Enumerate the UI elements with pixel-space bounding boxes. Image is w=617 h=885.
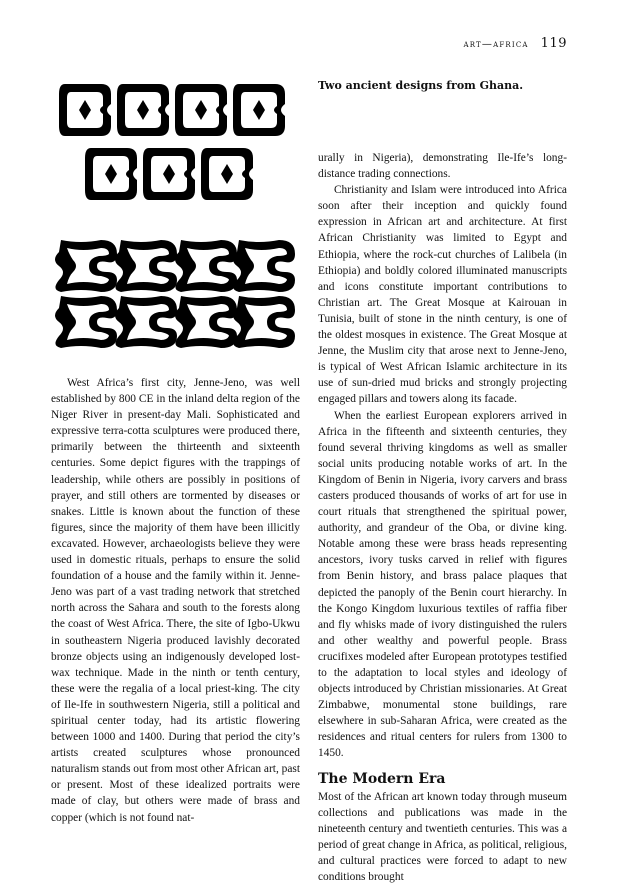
body-paragraph: urally in Nigeria), demonstrating Ile-Ife’s long-distance trading connections. xyxy=(318,152,567,181)
ghana-designs-figure xyxy=(55,80,295,380)
section-heading: The Modern Era xyxy=(318,770,446,787)
right-column xyxy=(318,150,567,885)
ghana-design-bottom xyxy=(55,240,295,348)
body-paragraph: Most of the African art known today through museum collections and publications was made in the nineteenth century and twentieth centuries. This was a period of great change in Africa, as political, religious, and cultural practices were forced to adapt to new conditions brought xyxy=(318,790,567,884)
left-column xyxy=(51,375,300,826)
running-head-section: art—africa xyxy=(463,39,529,50)
running-head xyxy=(463,36,567,51)
ghana-design-top xyxy=(59,84,285,200)
body-paragraph: When the earliest European explorers arrived in Africa in the fifteenth and sixteenth centuries, they found several thriving kingdoms as well as smaller social units producing notable works of art. In the Kingdom of Benin in Nigeria, ivory carvers and brass casters produced thousands of works of art for use in court rituals that strengthened the spiritual power, authority, and grandeur of the Oba, or divine king. Notable among these were brass heads representing ancestors, ivory tusks carved in relief with figures from Benin history, and brass palace plaques that depicted the panoply of the Benin court hierarchy. In the Kongo Kingdom luxurious textiles of raffia fiber and fly whisks made of ivory distinguished the rulers and other wealthy and powerful people. Brass crucifixes modeled after European prototypes testified to the adaptation to local styles and ideology of objects introduced by Christian missionaries. At Great Zimbabwe, monumental stone buildings, rare elsewhere in sub-Saharan Africa, were created as the residences and ritual centers for rulers from 1300 to 1450. xyxy=(318,409,567,760)
body-paragraph: West Africa’s first city, Jenne-Jeno, was well established by 800 CE in the inland delta region of the Niger River in present-day Mali. Sophisticated and expressive terra-cotta sculptures were produced there, primarily between the thirteenth and sixteenth centuries. Some depict figures with the trappings of leadership, while others are possibly in positions of prayer, and still others are tormented by diseases or snakes. Little is known about the function of these figures, since the majority of them have been illicitly excavated. However, archaeologists believe they were used in domestic rituals, perhaps to ensure the solid foundation of a house and the family within it. Jenne-Jeno was part of a vast trading network that stretched north across the Sahara and south to the forests along the coast of West Africa. There, the site of Igbo-Ukwu in southeastern Nigeria produced lavishly decorated bronze objects using an indigenously developed lost-wax technique. Made in the ninth or tenth century, these were the regalia of a local priest-king. The city of Ile-Ife in southwestern Nigeria, still a political and spiritual center today, had its artistic flowering between 1000 and 1400. During that period the city’s artists created sculptures whose pronounced naturalism stands out from most other African art, past or present. Most of these idealized portraits were made of clay, but others were made of brass and copper (which is not found nat- xyxy=(51,377,300,824)
page-number: 119 xyxy=(540,36,567,51)
body-paragraph: Christianity and Islam were introduced into Africa soon after their inception and quickly found expression in African art and architecture. At first African Christianity was limited to Egypt and Ethiopia, where the rock-cut churches of Lalibela (in Ethiopia) and boldly colored illuminated manuscripts and icons constitute important contributions to Christian art. The Great Mosque at Kairouan in Tunisia, built of stone in the ninth century, is one of the oldest mosques in existence. The Great Mosque at Jenne, the Muslim city that arose next to Jenne-Jeno, is typical of West African Islamic architecture in its use of sun-dried mud bricks and strongly projecting engaged pillars and towers along its facade. xyxy=(318,184,567,406)
figure-caption: Two ancient designs from Ghana. xyxy=(318,79,524,92)
